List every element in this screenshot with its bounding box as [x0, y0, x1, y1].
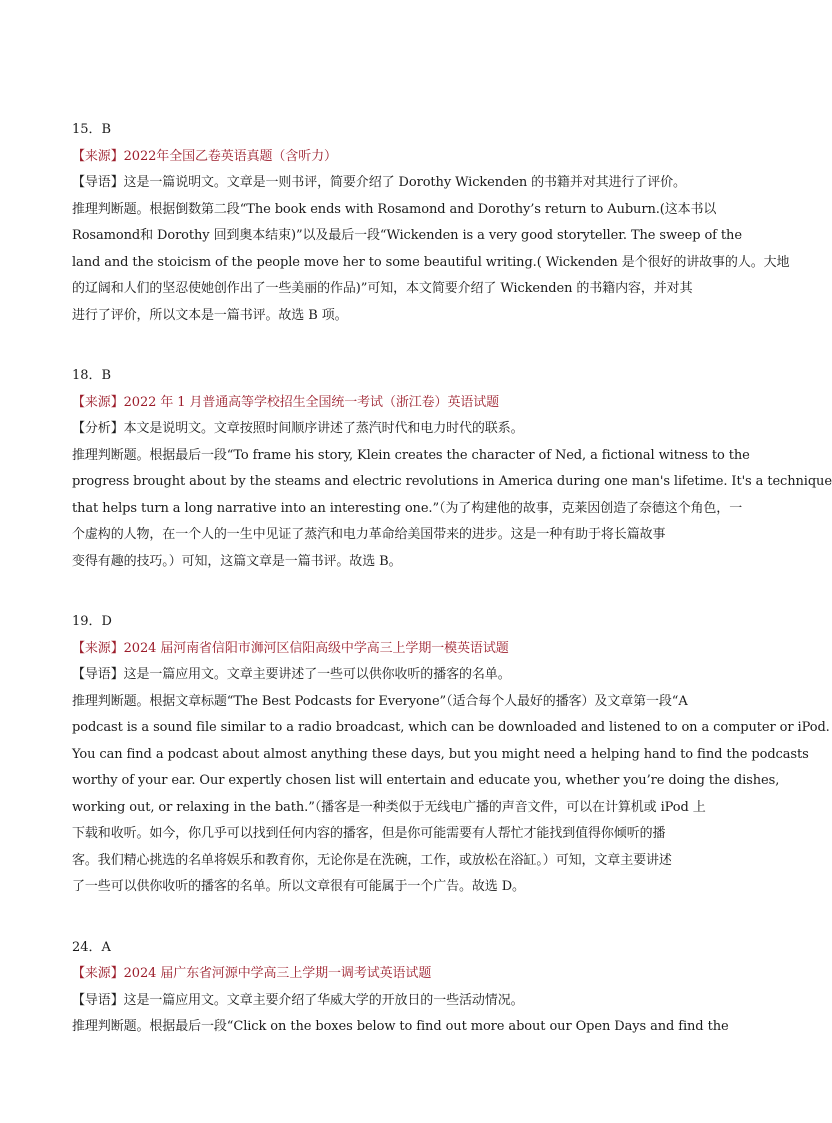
body-text-line: 个虚构的人物，在一个人的一生中见证了蒸汽和电力革命给美国带来的进步。这是一种有助于将长篇故事 [72, 527, 666, 542]
body-text-line: 【导语】这是一篇应用文。文章主要介绍了华威大学的开放日的一些活动情况。 [72, 992, 524, 1008]
answer-block [72, 935, 729, 1041]
body-text-line: land and the stoicism of the people move her to some beautiful writing.( Wickenden 是个很好的讲故事的人。大地 [72, 254, 790, 270]
body-text-line: 【导语】这是一篇说明文。文章是一则书评，简要介绍了 Dorothy Wickenden 的书籍并对其进行了评价。 [72, 175, 686, 190]
source-line [72, 144, 724, 171]
body-text-line: 【导语】这是一篇应用文。文章主要讲述了一些可以供你收听的播客的名单。 [72, 667, 511, 682]
body-text-line: 下载和收听。如今，你几乎可以找到任何内容的播客，但是你可能需要有人帮忙才能找到值得你倾听的播 [72, 826, 666, 841]
body-text-line: 的辽阔和人们的坚忍使她创作出了一些美丽的作品)”可知，本文简要介绍了 Wickenden 的书籍内容，并对其 [72, 281, 693, 296]
question-number: 18．B [72, 368, 112, 383]
question-number: 15．B [72, 122, 112, 137]
source-tag: 【来源】 [72, 394, 124, 410]
body-text-line: working out, or relaxing in the bath.”（播客是一种类似于无线电广播的声音文件，可以在计算机或 iPod 上 [72, 799, 706, 815]
answer-block [72, 609, 830, 901]
source-tag: 【来源】 [72, 640, 124, 656]
answer-block [72, 363, 832, 575]
question-number: 24．A [72, 939, 111, 955]
source-line [72, 390, 724, 417]
body-text-line: 推理判断题。根据倒数第二段“The book ends with Rosamond and Dorothy’s return to Auburn.(这本书以 [72, 201, 717, 217]
question-number: 19．D [72, 614, 112, 629]
source-line [72, 961, 724, 988]
body-text-line: You can find a podcast about almost anything these days, but you might need a helping hand to find the podcasts [72, 746, 809, 762]
body-text-line: 客。我们精心挑选的名单将娱乐和教育你，无论你是在洗碗，工作，或放松在浴缸。）可知，文章主要讲述 [72, 852, 672, 868]
document-page [72, 117, 832, 1041]
source-text: 2024 届广东省河源中学高三上学期一调考试英语试题 [123, 966, 432, 981]
source-tag: 【来源】 [72, 148, 124, 164]
source-text: 2022年全国乙卷英语真题（含听力） [123, 148, 337, 164]
body-text-line: progress brought about by the steams and electric revolutions in America during one man's lifetime. It's a technique [72, 474, 832, 489]
source-line [72, 636, 724, 663]
body-text-line: that helps turn a long narrative into an interesting one.”（为了构建他的故事，克莱因创造了奈德这个角色，一 [72, 500, 743, 516]
source-text: 2024 届河南省信阳市浉河区信阳高级中学高三上学期一模英语试题 [123, 640, 509, 656]
source-text: 2022 年 1 月普通高等学校招生全国统一考试（浙江卷）英语试题 [123, 394, 500, 410]
body-text-line: 推理判断题。根据最后一段“Click on the boxes below to find out more about our Open Days and find the [72, 1019, 729, 1034]
answer-block [72, 117, 790, 329]
body-text-line: worthy of your ear. Our expertly chosen list will entertain and educate you, whether you’re doing the dishes, [72, 773, 780, 788]
body-text-line: 推理判断题。根据文章标题“The Best Podcasts for Everyone”（适合每个人最好的播客）及文章第一段“A [72, 693, 688, 709]
source-tag: 【来源】 [72, 966, 124, 981]
body-text-line: 变得有趣的技巧。）可知，这篇文章是一篇书评。故选 B。 [72, 553, 402, 569]
body-text-line: 推理判断题。根据最后一段“To frame his story, Klein creates the character of Ned, a fictional witness to the [72, 447, 750, 463]
body-text-line: 了一些可以供你收听的播客的名单。所以文章很有可能属于一个广告。故选 D。 [72, 879, 525, 894]
body-text-line: podcast is a sound file similar to a radio broadcast, which can be downloaded and listened to on a computer or iPod. [72, 720, 830, 735]
body-text-line: 进行了评价，所以文本是一篇书评。故选 B 项。 [72, 307, 348, 323]
body-text-line: 【分析】本文是说明文。文章按照时间顺序讲述了蒸汽时代和电力时代的联系。 [72, 421, 524, 436]
body-text-line: Rosamond和 Dorothy 回到奥本结束)”以及最后一段“Wickenden is a very good storyteller. The sweep of the [72, 228, 742, 243]
